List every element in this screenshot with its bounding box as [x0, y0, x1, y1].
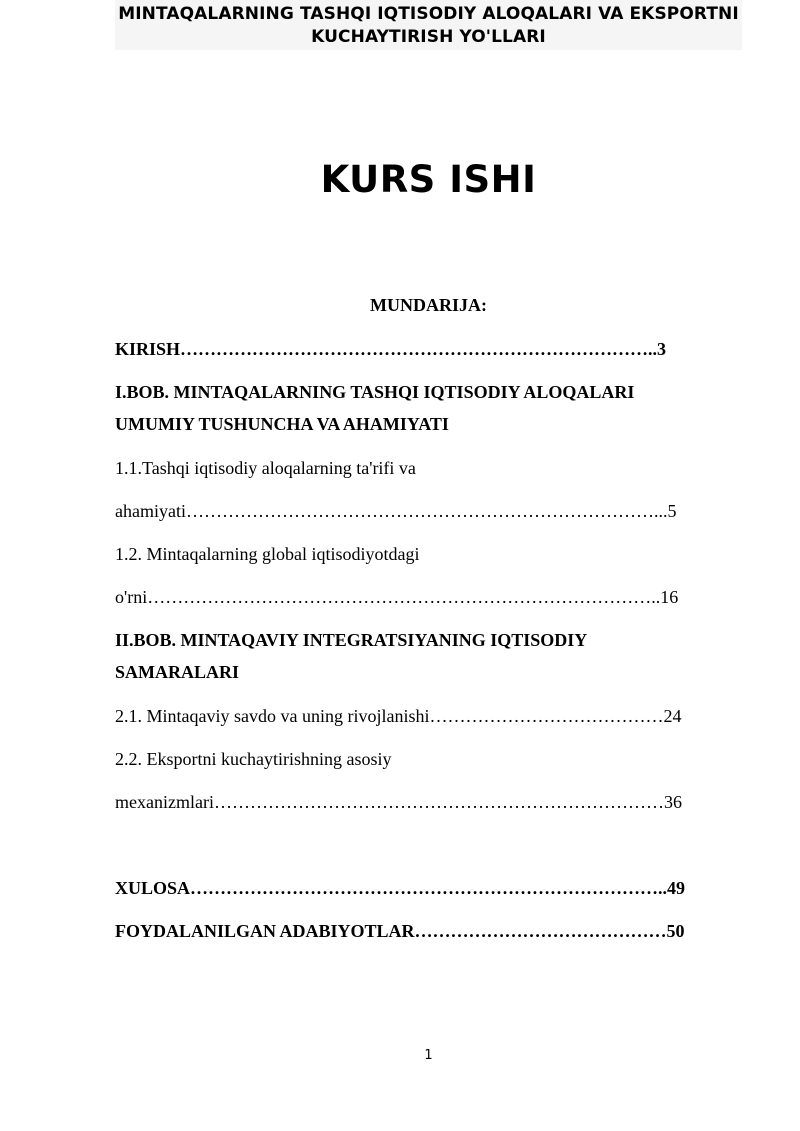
toc-entry-adabiyotlar: FOYDALANILGAN ADABIYOTLAR……………………………………50	[115, 921, 685, 941]
toc-entry-xulosa: XULOSA……………………………………………………………………..49	[115, 878, 686, 898]
toc-section-1-2-line-1: 1.2. Mintaqalarning global iqtisodiyotdagi	[115, 544, 420, 564]
toc-chapter-1-line-1: I.BOB. MINTAQALARNING TASHQI IQTISODIY ALOQALARI	[115, 382, 635, 402]
toc-heading: MUNDARIJA:	[370, 295, 487, 315]
toc-chapter-2-line-1: II.BOB. MINTAQAVIY INTEGRATSIYANING IQTISODIY	[115, 630, 588, 650]
header-line-2: KUCHAYTIRISH YO'LLARI	[311, 27, 546, 47]
toc-entry-kirish: KIRISH……………………………………………………………………..3	[115, 339, 667, 359]
toc-section-2-1: 2.1. Mintaqaviy savdo va uning rivojlanishi…………………………………24	[115, 706, 682, 726]
toc-section-2-2-line-1: 2.2. Eksportni kuchaytirishning asosiy	[115, 749, 392, 769]
toc-section-2-2-line-2: mexanizmlari…………………………………………………………………36	[115, 792, 682, 812]
toc-section-1-1-line-1: 1.1.Tashqi iqtisodiy aloqalarning ta'rifi va	[115, 458, 416, 478]
toc-section-1-2-line-2: o'rni…………………………………………………………………………..16	[115, 587, 679, 607]
document-title: KURS ISHI	[320, 158, 537, 201]
running-header	[115, 0, 742, 50]
toc-chapter-1-line-2: UMUMIY TUSHUNCHA VA AHAMIYATI	[115, 414, 449, 434]
toc-section-1-1-line-2: ahamiyati……………………………………………………………………...5	[115, 501, 677, 521]
header-line-1: MINTAQALARNING TASHQI IQTISODIY ALOQALARI VA EKSPORTNI	[118, 4, 739, 24]
toc-chapter-2-line-2: SAMARALARI	[115, 662, 240, 682]
page-number: 1	[424, 1048, 433, 1063]
